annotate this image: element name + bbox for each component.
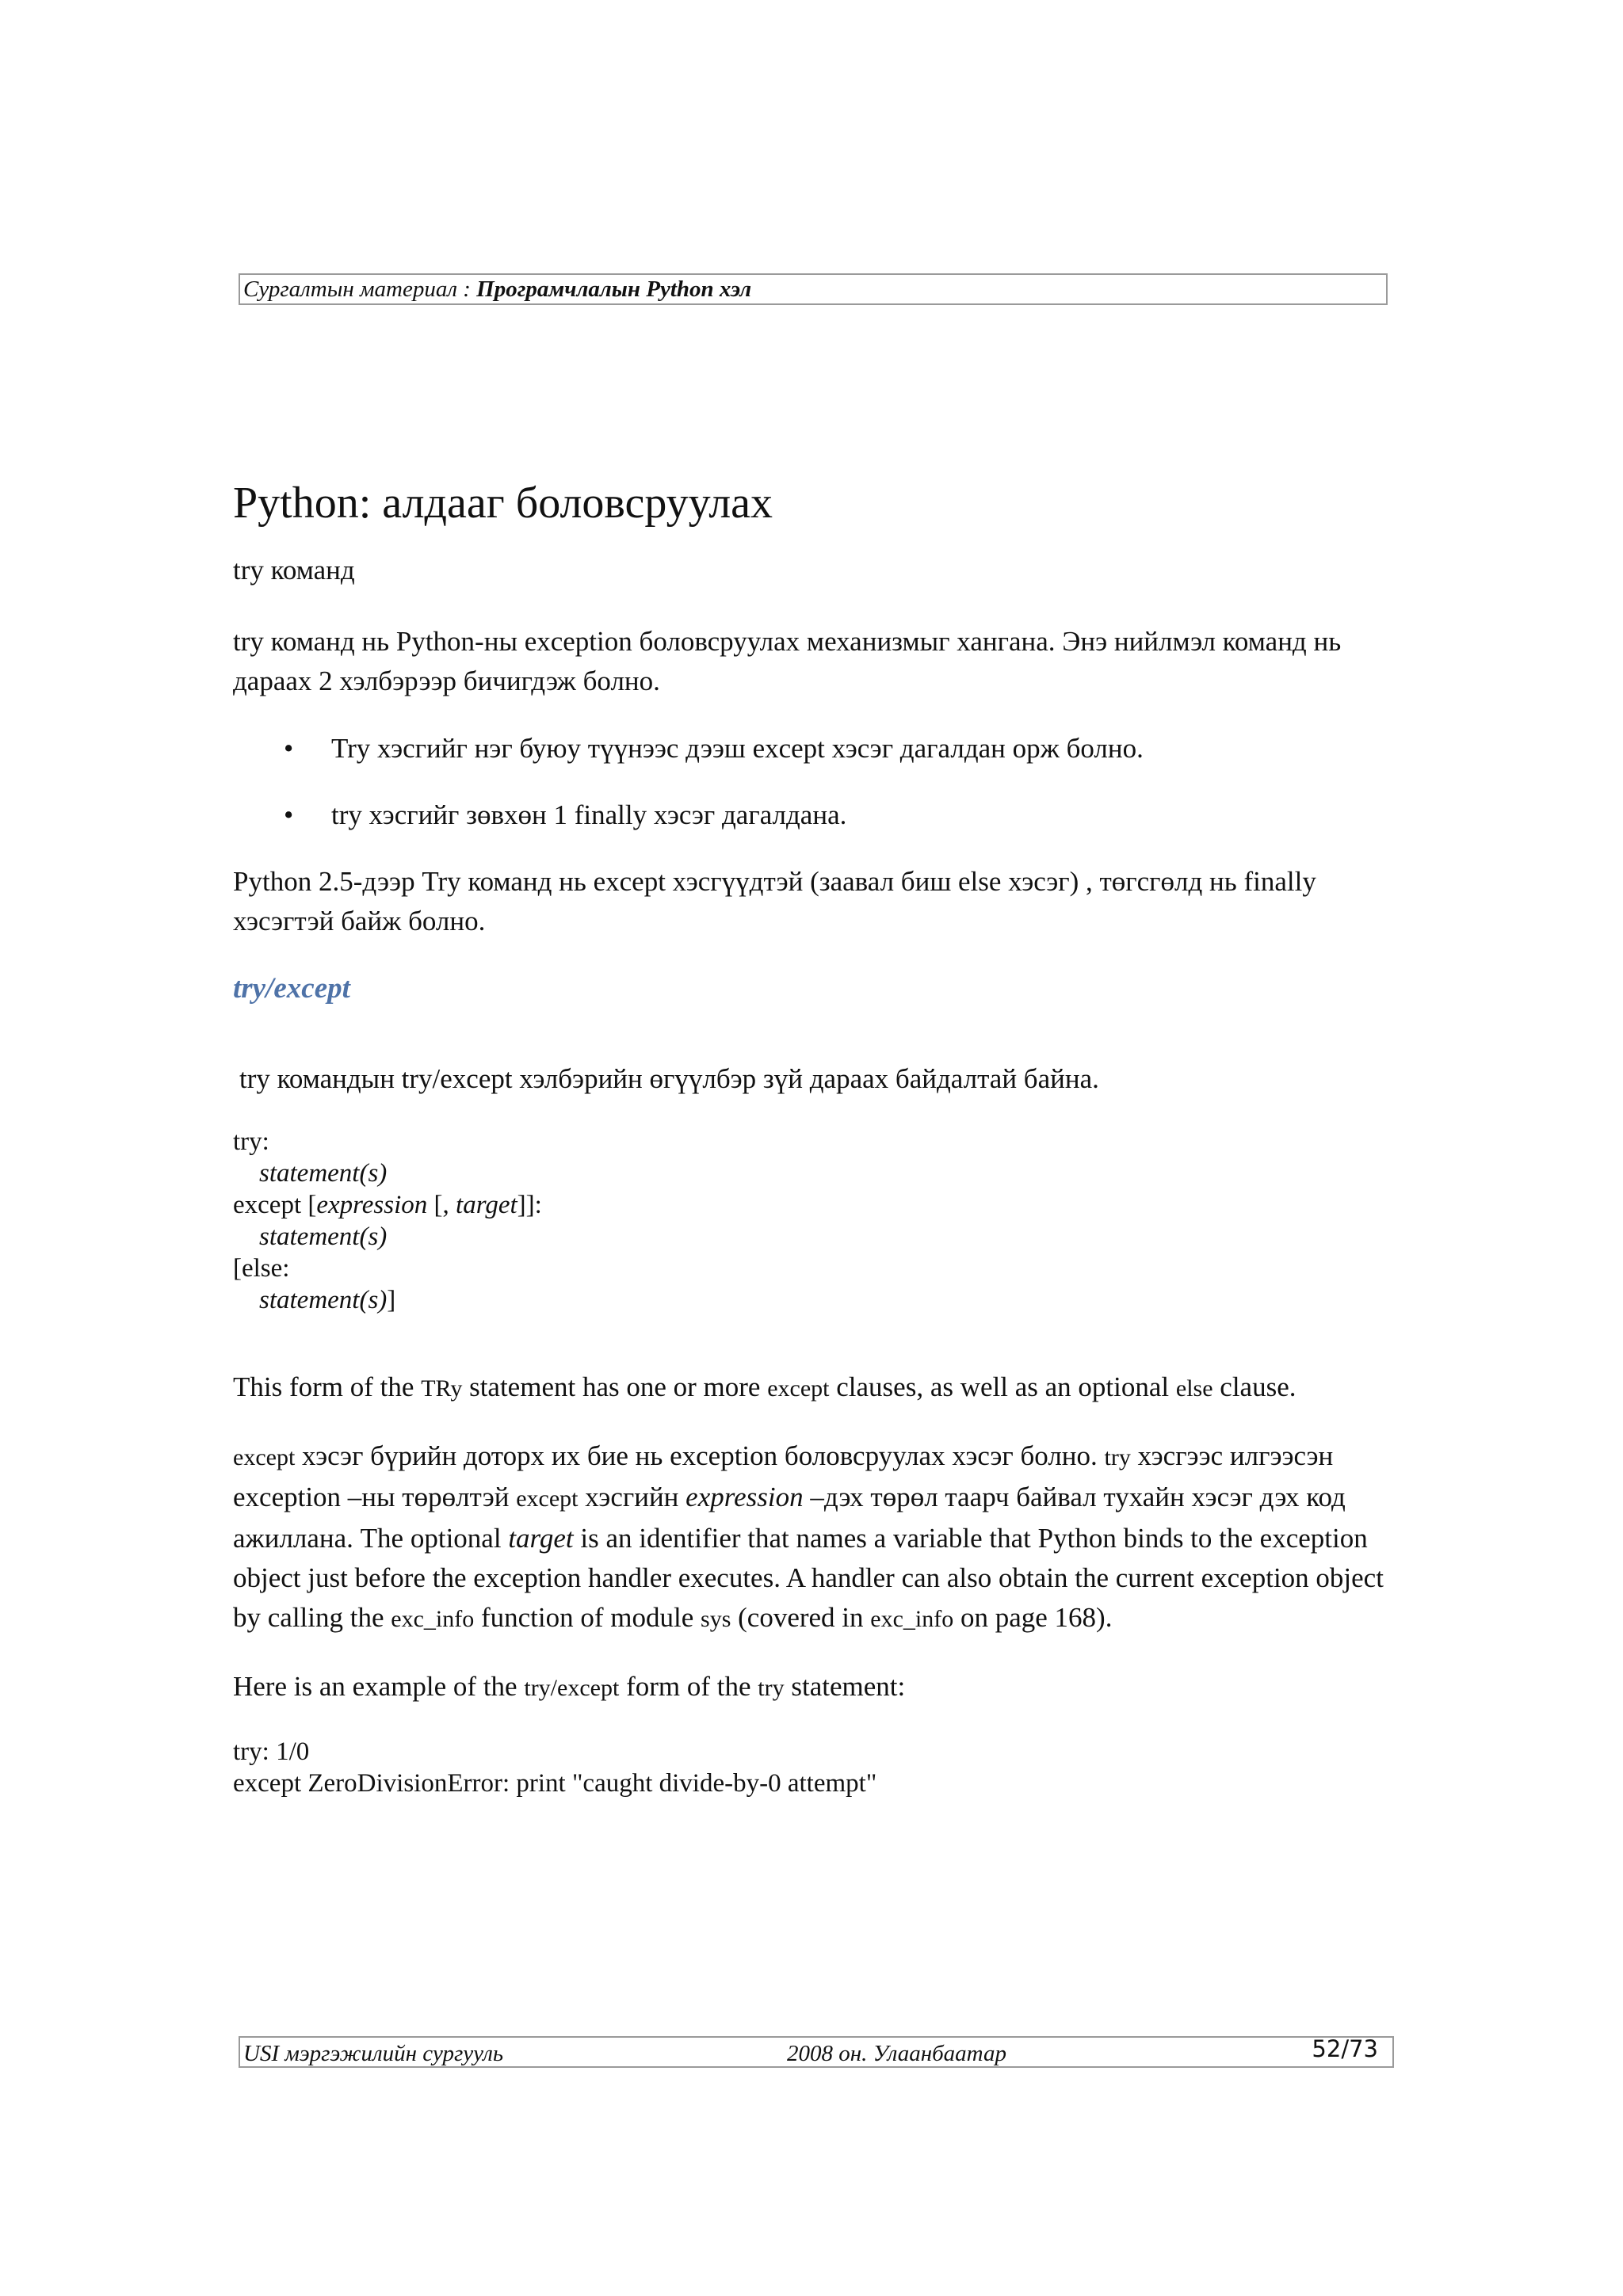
syntax-line [233,1189,1398,1221]
keyword: try [1104,1444,1131,1470]
page-number: 52/73 [1312,2035,1378,2062]
page-body [233,475,1398,1799]
header-title: Програмчлалын Python хэл [476,277,752,302]
syntax-placeholder: statement(s) [259,1159,388,1188]
example-intro [233,1667,1398,1708]
list-item [233,729,1398,769]
syntax-text: ] [387,1286,396,1314]
page-header [239,273,1388,305]
syntax-placeholder: target [456,1191,517,1219]
code-line: except ZeroDivisionError: print "caught divide-by-0 attempt" [233,1769,877,1798]
keyword: try [758,1675,785,1701]
text-run: statement: [784,1671,906,1702]
keyword: else [1175,1375,1213,1402]
syntax-line: [else: [233,1254,290,1283]
keyword: except [767,1375,830,1402]
code-line: try: 1/0 [233,1737,310,1766]
text-run: form of the [619,1671,758,1702]
text-run: хэсэг бүрийн доторх их бие нь exception боловсруулах хэсэг болно. [295,1440,1105,1471]
list-item-text: Try хэсгийг нэг буюу түүнээс дээш except хэсэг дагалдан орж болно. [331,733,1144,764]
footer-school: USI мэргэжилийн сургууль [243,2041,504,2066]
header-prefix: Сургалтын материал : [243,277,477,302]
bullet-icon: • [284,733,294,764]
syntax-text: [, [427,1191,456,1219]
text-run: хэсгээс илгээсэн exception –ны төрөлтэй [233,1440,1334,1512]
python25-paragraph: Python 2.5-дээр Try команд нь except хэсгүүдтэй (заавал биш else хэсэг) , төгсгөлд нь finally хэсэгтэй байж болно. [233,866,1316,936]
text-run: on page 168). [953,1602,1113,1633]
keyword: except [233,1444,296,1470]
syntax-line [233,1284,1398,1316]
text-run: clauses, as well as an optional [829,1371,1176,1402]
page-title: Python: алдааг боловсруулах [233,479,773,528]
page-footer [239,2036,1394,2068]
subtitle: try команд [233,555,355,585]
example-code [233,1736,1398,1799]
text-run: is an identifier that names a variable that Python binds to the exception object just before the exception handler executes. A handler can also obtain the current exception object by calling the [233,1523,1384,1633]
keyword: TRy [421,1375,463,1402]
text-run: хэсгийн [578,1482,686,1512]
text-run: function of module [474,1602,701,1633]
syntax-placeholder: statement(s) [259,1222,388,1251]
list-item-text: try хэсгийг зөвхөн 1 finally хэсэг дагалдана. [331,799,847,830]
text-run: –дэх төрөл таарч байвал тухайн хэсэг дэх код ажиллана. The optional [233,1482,1346,1554]
syntax-line: try: [233,1127,269,1156]
keyword: sys [701,1606,731,1632]
section-heading: try/except [233,972,350,1005]
keyword: exc_info [870,1606,954,1632]
syntax-line [233,1158,1398,1189]
list-item [233,795,1398,835]
bullet-icon: • [284,799,294,830]
intro-paragraph: try команд нь Python-ны exception боловсруулах механизмыг хангана. Энэ нийлмэл команд нь дараах 2 хэлбэрээр бичигдэж болно. [233,626,1342,696]
syntax-placeholder: expression [316,1191,428,1219]
form-sentence [233,1367,1398,1409]
keyword: try/except [524,1675,620,1701]
bullet-list [233,729,1398,835]
emphasis: target [508,1523,574,1554]
emphasis: expression [685,1482,804,1512]
keyword: exc_info [391,1606,475,1632]
text-run: This form of the [233,1371,422,1402]
keyword: except [516,1486,579,1512]
section-intro: try командын try/except хэлбэрийн өгүүлбэр зүй дараах байдалтай байна. [239,1063,1099,1094]
text-run: clause. [1212,1371,1296,1402]
syntax-line [233,1221,1398,1253]
text-run: (covered in [731,1602,871,1633]
text-run: statement has one or more [462,1371,768,1402]
footer-place: 2008 он. Улаанбаатар [787,2041,1006,2066]
syntax-block [233,1126,1398,1316]
text-run: Here is an example of the [233,1671,525,1702]
explanation-paragraph [233,1436,1398,1639]
syntax-placeholder: statement(s) [259,1286,388,1314]
syntax-text: except [ [233,1191,317,1219]
syntax-text: ]]: [517,1191,542,1219]
